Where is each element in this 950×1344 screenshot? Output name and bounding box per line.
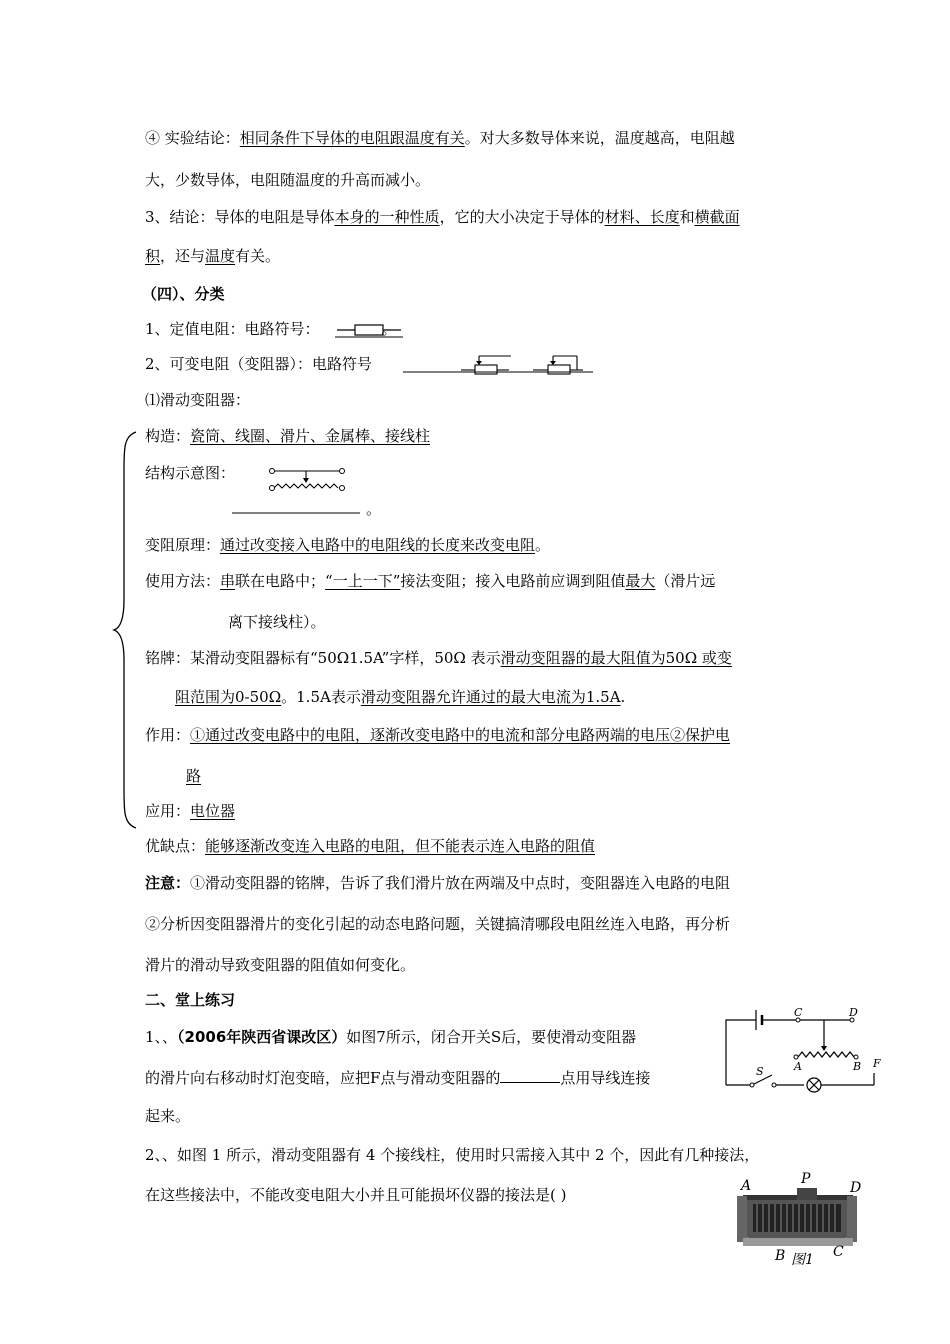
- label: 使用方法：: [145, 572, 221, 590]
- conclusion-line1: [145, 207, 740, 227]
- variable-resistor-line: 2、可变电阻（变阻器）：电路符号: [145, 355, 373, 373]
- text: （滑片远: [655, 572, 716, 590]
- function-line1: [145, 725, 730, 745]
- text: 1、、: [145, 1028, 178, 1046]
- label: 构造：: [145, 427, 191, 445]
- curly-brace: [112, 430, 142, 830]
- usage-line2: 离下接线柱）。: [228, 613, 326, 631]
- label: 优缺点：: [145, 837, 206, 855]
- note-line3: 滑片的滑动导致变阻器的阻值如何变化。: [145, 956, 416, 974]
- label-D: D: [850, 1180, 862, 1196]
- label: 应用：: [145, 802, 191, 820]
- underlined-answer: 滑动变阻器的最大阻值为50Ω 或变: [500, 649, 732, 667]
- exercise-heading: 二、堂上练习: [145, 991, 236, 1009]
- underlined-answer: 相同条件下导体的电阻跟温度有关: [239, 129, 465, 147]
- text: .: [620, 688, 626, 706]
- experiment-conclusion-line2: 大，少数导体，电阻随温度的升高而减小。: [145, 171, 431, 189]
- text: 的滑片向右移动时灯泡变暗，应把F点与滑动变阻器的: [145, 1069, 501, 1087]
- text: 。对大多数导体来说，温度越高，电阻越: [464, 129, 735, 147]
- nameplate-line1: [145, 648, 732, 668]
- question1-line1: [145, 1027, 636, 1047]
- section-heading: （四）、分类: [142, 285, 225, 303]
- text: 。1.5A表示: [281, 688, 361, 706]
- text: 和: [679, 208, 695, 226]
- figure-caption: 图1: [791, 1252, 814, 1268]
- diagram-label: 结构示意图：: [145, 464, 236, 482]
- label-C: C: [794, 1006, 803, 1019]
- label-S: S: [756, 1065, 764, 1078]
- text: ，还与: [160, 247, 206, 265]
- underlined-answer: 最大: [625, 572, 656, 590]
- variable-resistor-symbols: [403, 350, 598, 380]
- fixed-resistor-symbol: [335, 320, 405, 340]
- underlined-answer: “一上一下”: [325, 572, 401, 590]
- note-label: 注意：: [145, 874, 191, 892]
- text: 3、结论：导体的电阻是导体: [145, 208, 335, 226]
- note-line1: [145, 873, 730, 893]
- label-B: B: [775, 1248, 786, 1264]
- text: 有关。: [235, 247, 281, 265]
- note-line2: ②分析因变阻器滑片的变化引起的动态电路问题，关键搞清哪段电阻丝连入电路，再分析: [145, 915, 731, 933]
- underlined-answer: 串: [220, 572, 236, 590]
- text: 1、定值电阻：电路符号：: [145, 320, 320, 338]
- question1-line3: 起来。: [145, 1107, 191, 1125]
- label-A: A: [794, 1060, 802, 1073]
- text: 点用导线连接: [560, 1069, 651, 1087]
- text: 接法变阻；接入电路前应调到阻值: [400, 572, 626, 590]
- figure1-rheostat-image: [733, 1168, 863, 1268]
- text: 铭牌：某滑动变阻器标有“50Ω1.5A”字样，50Ω 表示: [145, 649, 501, 667]
- conclusion-line2: [145, 246, 280, 266]
- text: ①滑动变阻器的铭牌，告诉了我们滑片放在两端及中点时，变阻器连入电路的电阻: [190, 874, 731, 892]
- function-line2: 路: [186, 767, 202, 785]
- figure7-circuit: [722, 1005, 887, 1100]
- underlined-answer: 横截面: [694, 208, 740, 226]
- apply-line: [145, 801, 235, 821]
- underlined-answer: 阻范围为0-50Ω: [175, 688, 282, 706]
- text: 联在电路中；: [235, 572, 326, 590]
- underlined-answer: 积: [145, 247, 161, 265]
- diagram-blank-line: [232, 512, 362, 516]
- underlined-answer: 滑动变阻器允许通过的最大电流为1.5A: [360, 688, 621, 706]
- experiment-conclusion-line1: [145, 128, 735, 148]
- construct-line: [145, 426, 430, 446]
- underlined-answer: 能够逐渐改变连入电路的电阻，但不能表示连入电路的阻值: [205, 837, 596, 855]
- principle-line: [145, 535, 550, 555]
- underlined-answer: 通过改变接入电路中的电阻线的长度来改变电阻: [220, 536, 536, 554]
- label: 作用：: [145, 726, 191, 744]
- underlined-answer: 温度: [205, 247, 236, 265]
- usage-line1: [145, 571, 715, 591]
- underlined-answer: ①通过改变电路中的电阻，逐渐改变电路中的电流和部分电路两端的电压②保护电: [190, 726, 731, 744]
- question2-line1: 2、、如图 1 所示，滑动变阻器有 4 个接线柱，使用时只需接入其中 2 个，因此有几种接法，: [145, 1146, 760, 1164]
- text: ，它的大小决定于导体的: [439, 208, 605, 226]
- underlined-answer: 本身的一种性质: [334, 208, 440, 226]
- label-B: B: [853, 1060, 862, 1073]
- underlined-answer: 电位器: [190, 802, 236, 820]
- text: 。: [381, 320, 397, 338]
- question1-line2: [145, 1068, 650, 1088]
- underlined-answer: 瓷筒、线圈、滑片、金属棒、接线柱: [190, 427, 431, 445]
- underlined-answer: 材料、长度: [604, 208, 680, 226]
- label: 变阻原理：: [145, 536, 221, 554]
- label-A: A: [741, 1178, 752, 1194]
- diagram-end: 。: [366, 500, 382, 518]
- slide-rheostat-title: ⑴滑动变阻器：: [145, 391, 251, 409]
- label-C: C: [833, 1244, 844, 1260]
- label-F: F: [873, 1057, 881, 1070]
- label-D: D: [849, 1006, 858, 1019]
- question2-line2: 在这些接法中，不能改变电阻大小并且可能损坏仪器的接法是( ): [145, 1186, 567, 1204]
- text: 如图7所示，闭合开关S后，要使滑动变阻器: [346, 1028, 637, 1046]
- pros-cons-line: [145, 836, 595, 856]
- label-P: P: [801, 1171, 811, 1187]
- text: ④ 实验结论：: [145, 129, 240, 147]
- answer-blank: [500, 1068, 560, 1083]
- text: 。: [535, 536, 551, 554]
- question-source: （2006年陕西省课改区）: [177, 1028, 347, 1046]
- nameplate-line2: [175, 687, 625, 707]
